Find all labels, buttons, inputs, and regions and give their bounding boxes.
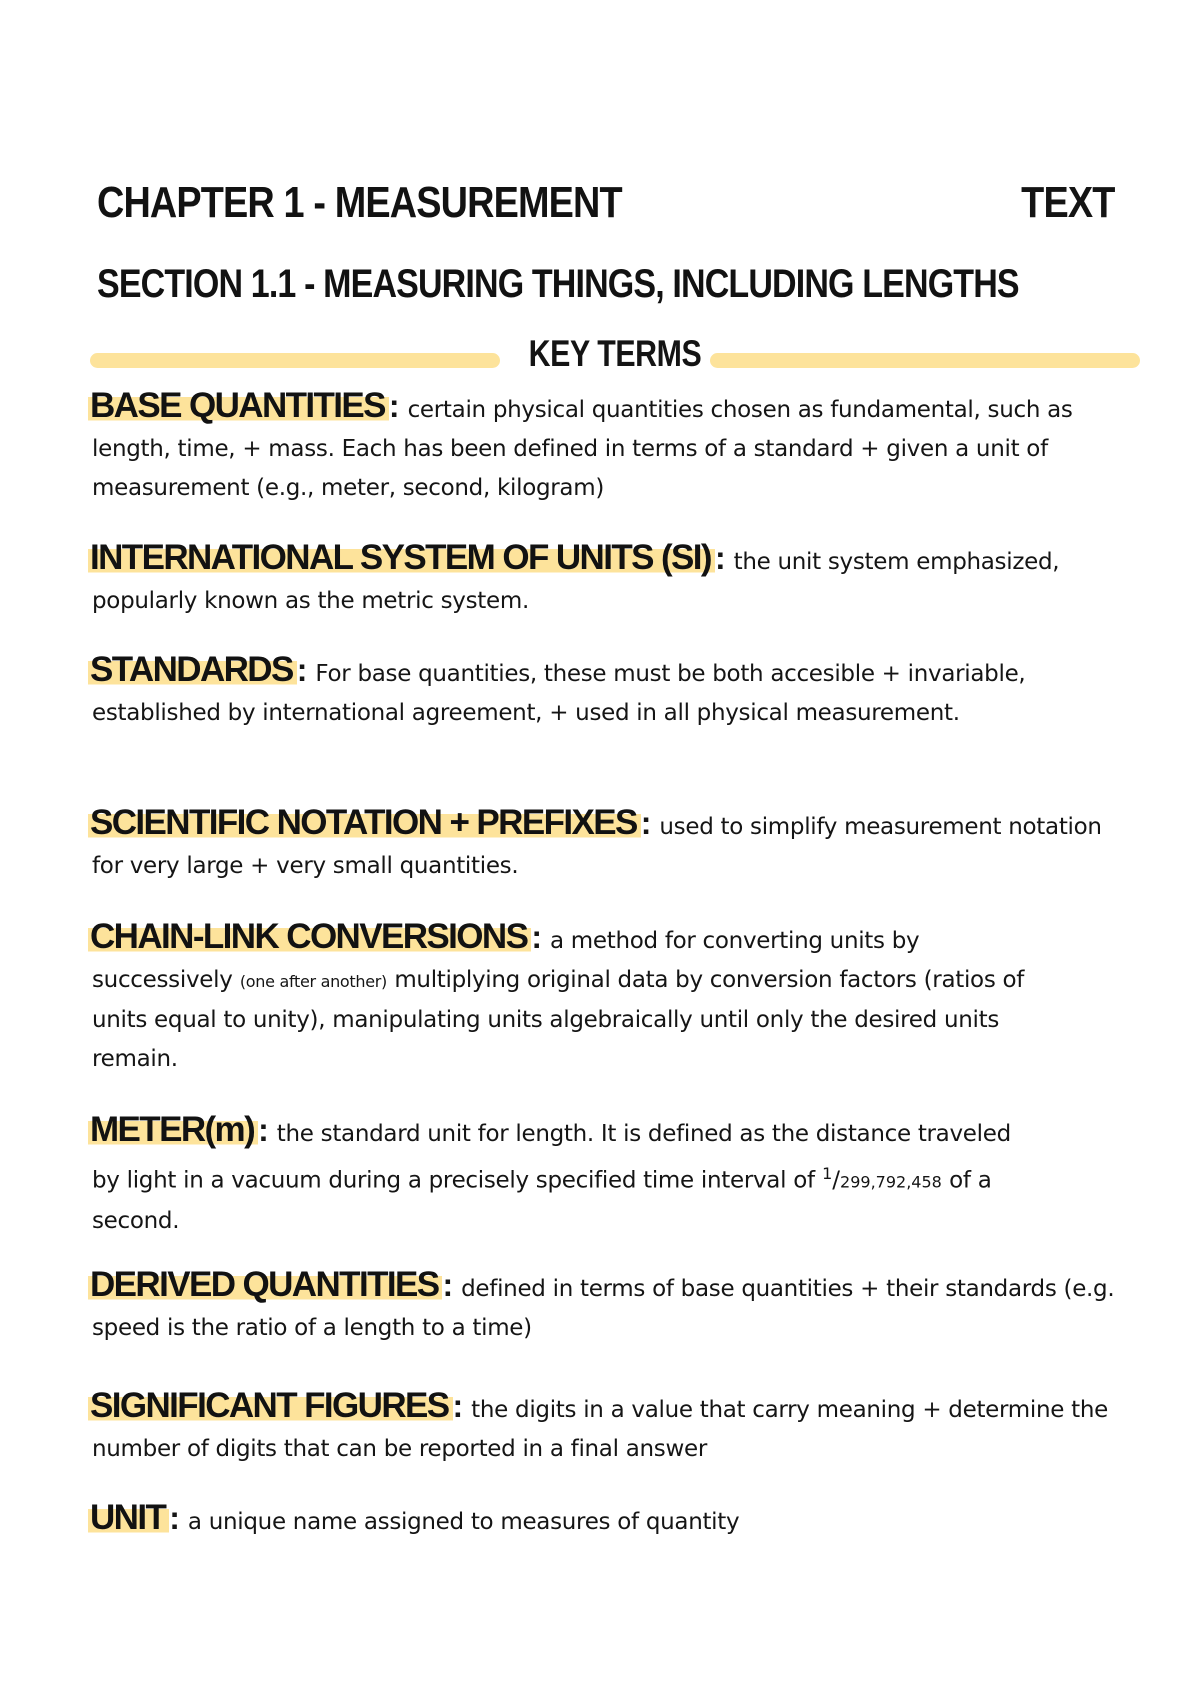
divider-bar-left — [90, 353, 500, 368]
term-colon: : — [452, 1388, 464, 1424]
term-colon: : — [714, 540, 726, 576]
term-definition: For base quantities, these must be both accesible + invariable, established by international agreement, + used in all physical measurement. — [92, 661, 1026, 726]
fraction-slash: / — [832, 1167, 841, 1194]
term-definition: a unique name assigned to measures of quantity — [187, 1509, 740, 1535]
term-definition-cont: multiplying original data by conversion factors (ratios of units equal to unity), manipulating units algebraically until only the desired units remain. — [92, 967, 1025, 1072]
term-colon: : — [296, 652, 308, 688]
term-definition-cont: of a second. — [92, 1167, 992, 1234]
entry-standards — [92, 650, 1102, 733]
term-colon: : — [388, 388, 400, 424]
term-label: DERIVED QUANTITIES — [88, 1265, 442, 1304]
term-label: BASE QUANTITIES — [88, 386, 389, 425]
term-aside: (one after another) — [239, 972, 387, 991]
term-definition: the unit system emphasized, popularly known as the metric system. — [92, 549, 1060, 614]
term-definition: the standard unit for length. It is defined as the distance traveled by light in a vacuum during a precisely specified time interval of — [92, 1121, 1011, 1194]
entry-unit — [92, 1498, 1132, 1542]
term-definition: defined in terms of base quantities + their standards (e.g. speed is the ratio of a length to a time) — [92, 1276, 1115, 1341]
term-colon: : — [442, 1267, 454, 1303]
term-definition: used to simplify measurement notation for very large + very small quantities. — [92, 814, 1102, 879]
term-colon: : — [531, 919, 542, 955]
term-label: SIGNIFICANT FIGURES — [88, 1386, 453, 1425]
term-colon: : — [169, 1500, 180, 1536]
term-colon: : — [640, 805, 652, 841]
term-label: STANDARDS — [88, 650, 297, 689]
section-title: SECTION 1.1 - MEASURING THINGS, INCLUDING LENGTHS — [97, 262, 1019, 306]
key-terms-heading: KEY TERMS — [528, 333, 702, 374]
term-definition: a method for converting units by successively — [92, 928, 920, 993]
term-label: INTERNATIONAL SYSTEM OF UNITS (SI) — [88, 538, 715, 577]
entry-chain-link-conversions — [92, 917, 1052, 1079]
term-label: UNIT — [88, 1498, 169, 1537]
divider-bar-right — [710, 353, 1140, 368]
entry-si-units — [92, 538, 1127, 621]
term-definition: the digits in a value that carry meaning + determine the number of digits that can be reported in a final answer — [92, 1397, 1108, 1462]
term-colon: : — [258, 1112, 269, 1148]
entry-significant-figures — [92, 1386, 1142, 1469]
term-label: CHAIN-LINK CONVERSIONS — [88, 917, 531, 956]
entry-base-quantities — [92, 386, 1122, 508]
fraction-denominator: 299,792,458 — [840, 1172, 942, 1192]
entry-derived-quantities — [92, 1265, 1122, 1348]
key-terms-divider — [90, 333, 1140, 383]
entry-scientific-notation — [92, 803, 1112, 886]
chapter-title: CHAPTER 1 - MEASUREMENT — [97, 178, 622, 227]
term-label: METER(m) — [88, 1110, 258, 1149]
term-definition: certain physical quantities chosen as fundamental, such as length, time, + mass. Each has been defined in terms of a standard + given a unit of measurement (e.g., meter, second, kilogram) — [92, 397, 1073, 501]
fraction-numerator: 1 — [822, 1164, 833, 1183]
source-label: TEXT — [1020, 178, 1114, 227]
entry-meter — [92, 1110, 1042, 1241]
term-label: SCIENTIFIC NOTATION + PREFIXES — [88, 803, 641, 842]
